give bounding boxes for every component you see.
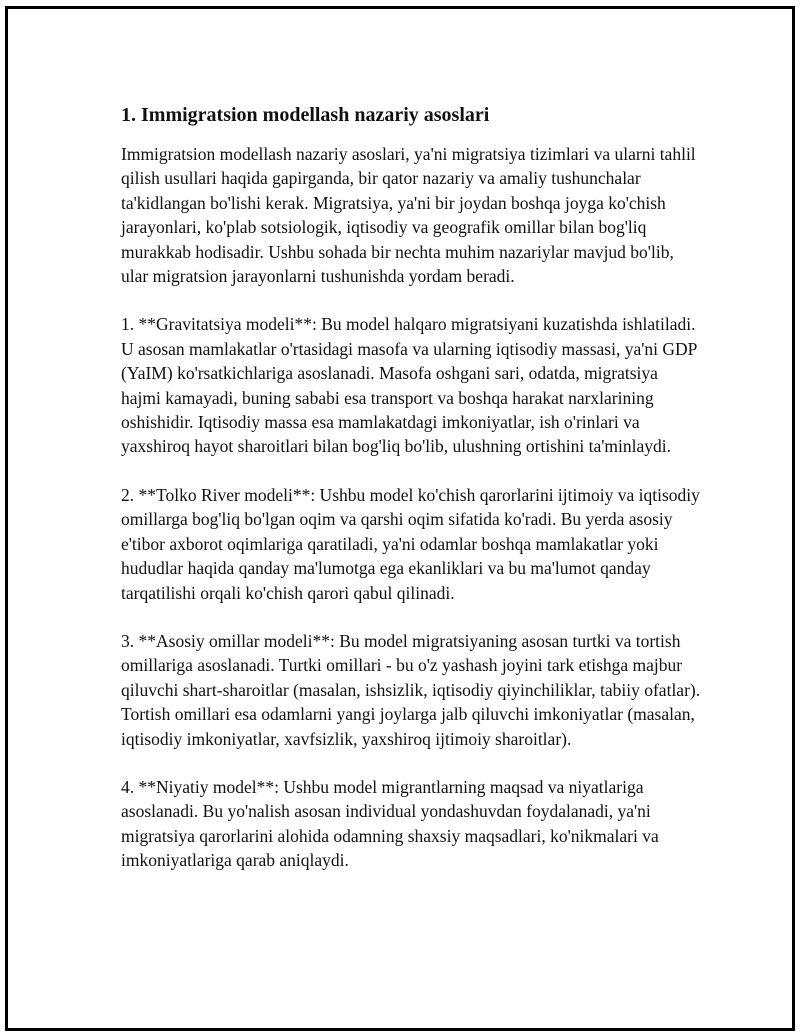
intention-model-paragraph: 4. **Niyatiy model**: Ushbu model migrantlarning maqsad va niyatlariga asoslanadi. Bu yo'nalish asosan individual yondashuvdan foydalanadi, ya'ni migratsiya qarorlarini alohida odamning shaxsiy maqsadlari, ko'nikmalari va imkoniyatlariga qarab aniqlaydi. (121, 776, 659, 871)
document-page (5, 6, 795, 1031)
document-body (121, 101, 701, 897)
gravity-model-paragraph: 1. **Gravitatsiya modeli**: Bu model halqaro migratsiyani kuzatishda ishlatiladi. U asosan mamlakatlar o'rtasidagi masofa va ularning iqtisodiy massasi, ya'ni GDP (YaIM) ko'rsatkichlariga asoslanadi. Masofa oshgani sari, odatda, migratsiya hajmi kamayadi, buning sababi esa transport va boshqa harakat narxlarining oshishidir. Iqtisodiy massa esa mamlakatdagi imkoniyatlar, ish o'rinlari va yaxshiroq hayot sharoitlari bilan bog'liq bo'lib, ulushning ortishini ta'minlaydi. (121, 314, 697, 457)
intro-paragraph: Immigratsion modellash nazariy asoslari, ya'ni migratsiya tizimlari va ularni tahlil qilish usullari haqida gapirganda, bir qator nazariy va amaliy tushunchalar ta'kidlangan bo'lishi kerak. Migratsiya, ya'ni bir joydan boshqa joyga ko'chish jarayonlari, ko'plab sotsiologik, iqtisodiy va geografik omillar bilan bog'liq murakkab hodisadir. Ushbu sohada bir nechta muhim nazariylar mavjud bo'lib, ular migratsion jarayonlarni tushunishda yordam beradi. (121, 144, 696, 287)
main-factors-model-paragraph: 3. **Asosiy omillar modeli**: Bu model migratsiyaning asosan turtki va tortish omillariga asoslanadi. Turtki omillari - bu o'z yashash joyini tark etishga majbur qiluvchi shart-sharoitlar (masalan, ishsizlik, iqtisodiy qiyinchiliklar, tabiiy ofatlar). Tortish omillari esa odamlarni yangi joylarga jalb qiluvchi imkoniyatlar (masalan, iqtisodiy imkoniyatlar, xavfsizlik, yaxshiroq ijtimoiy sharoitlar). (121, 630, 701, 749)
section-heading: 1. Immigratsion modellash nazariy asoslari (121, 104, 490, 126)
tolko-river-model-paragraph: 2. **Tolko River modeli**: Ushbu model ko'chish qarorlarini ijtimoiy va iqtisodiy omillarga bog'liq bo'lgan oqim va qarshi oqim sifatida ko'radi. Bu yerda asosiy e'tibor axborot oqimlariga qaratiladi, ya'ni odamlar boshqa mamlakatlar yoki hududlar haqida qanday ma'lumotga ega ekanliklari va bu ma'lumot qanday tarqatilishi orqali ko'chish qarori qabul qilinadi. (121, 484, 700, 603)
